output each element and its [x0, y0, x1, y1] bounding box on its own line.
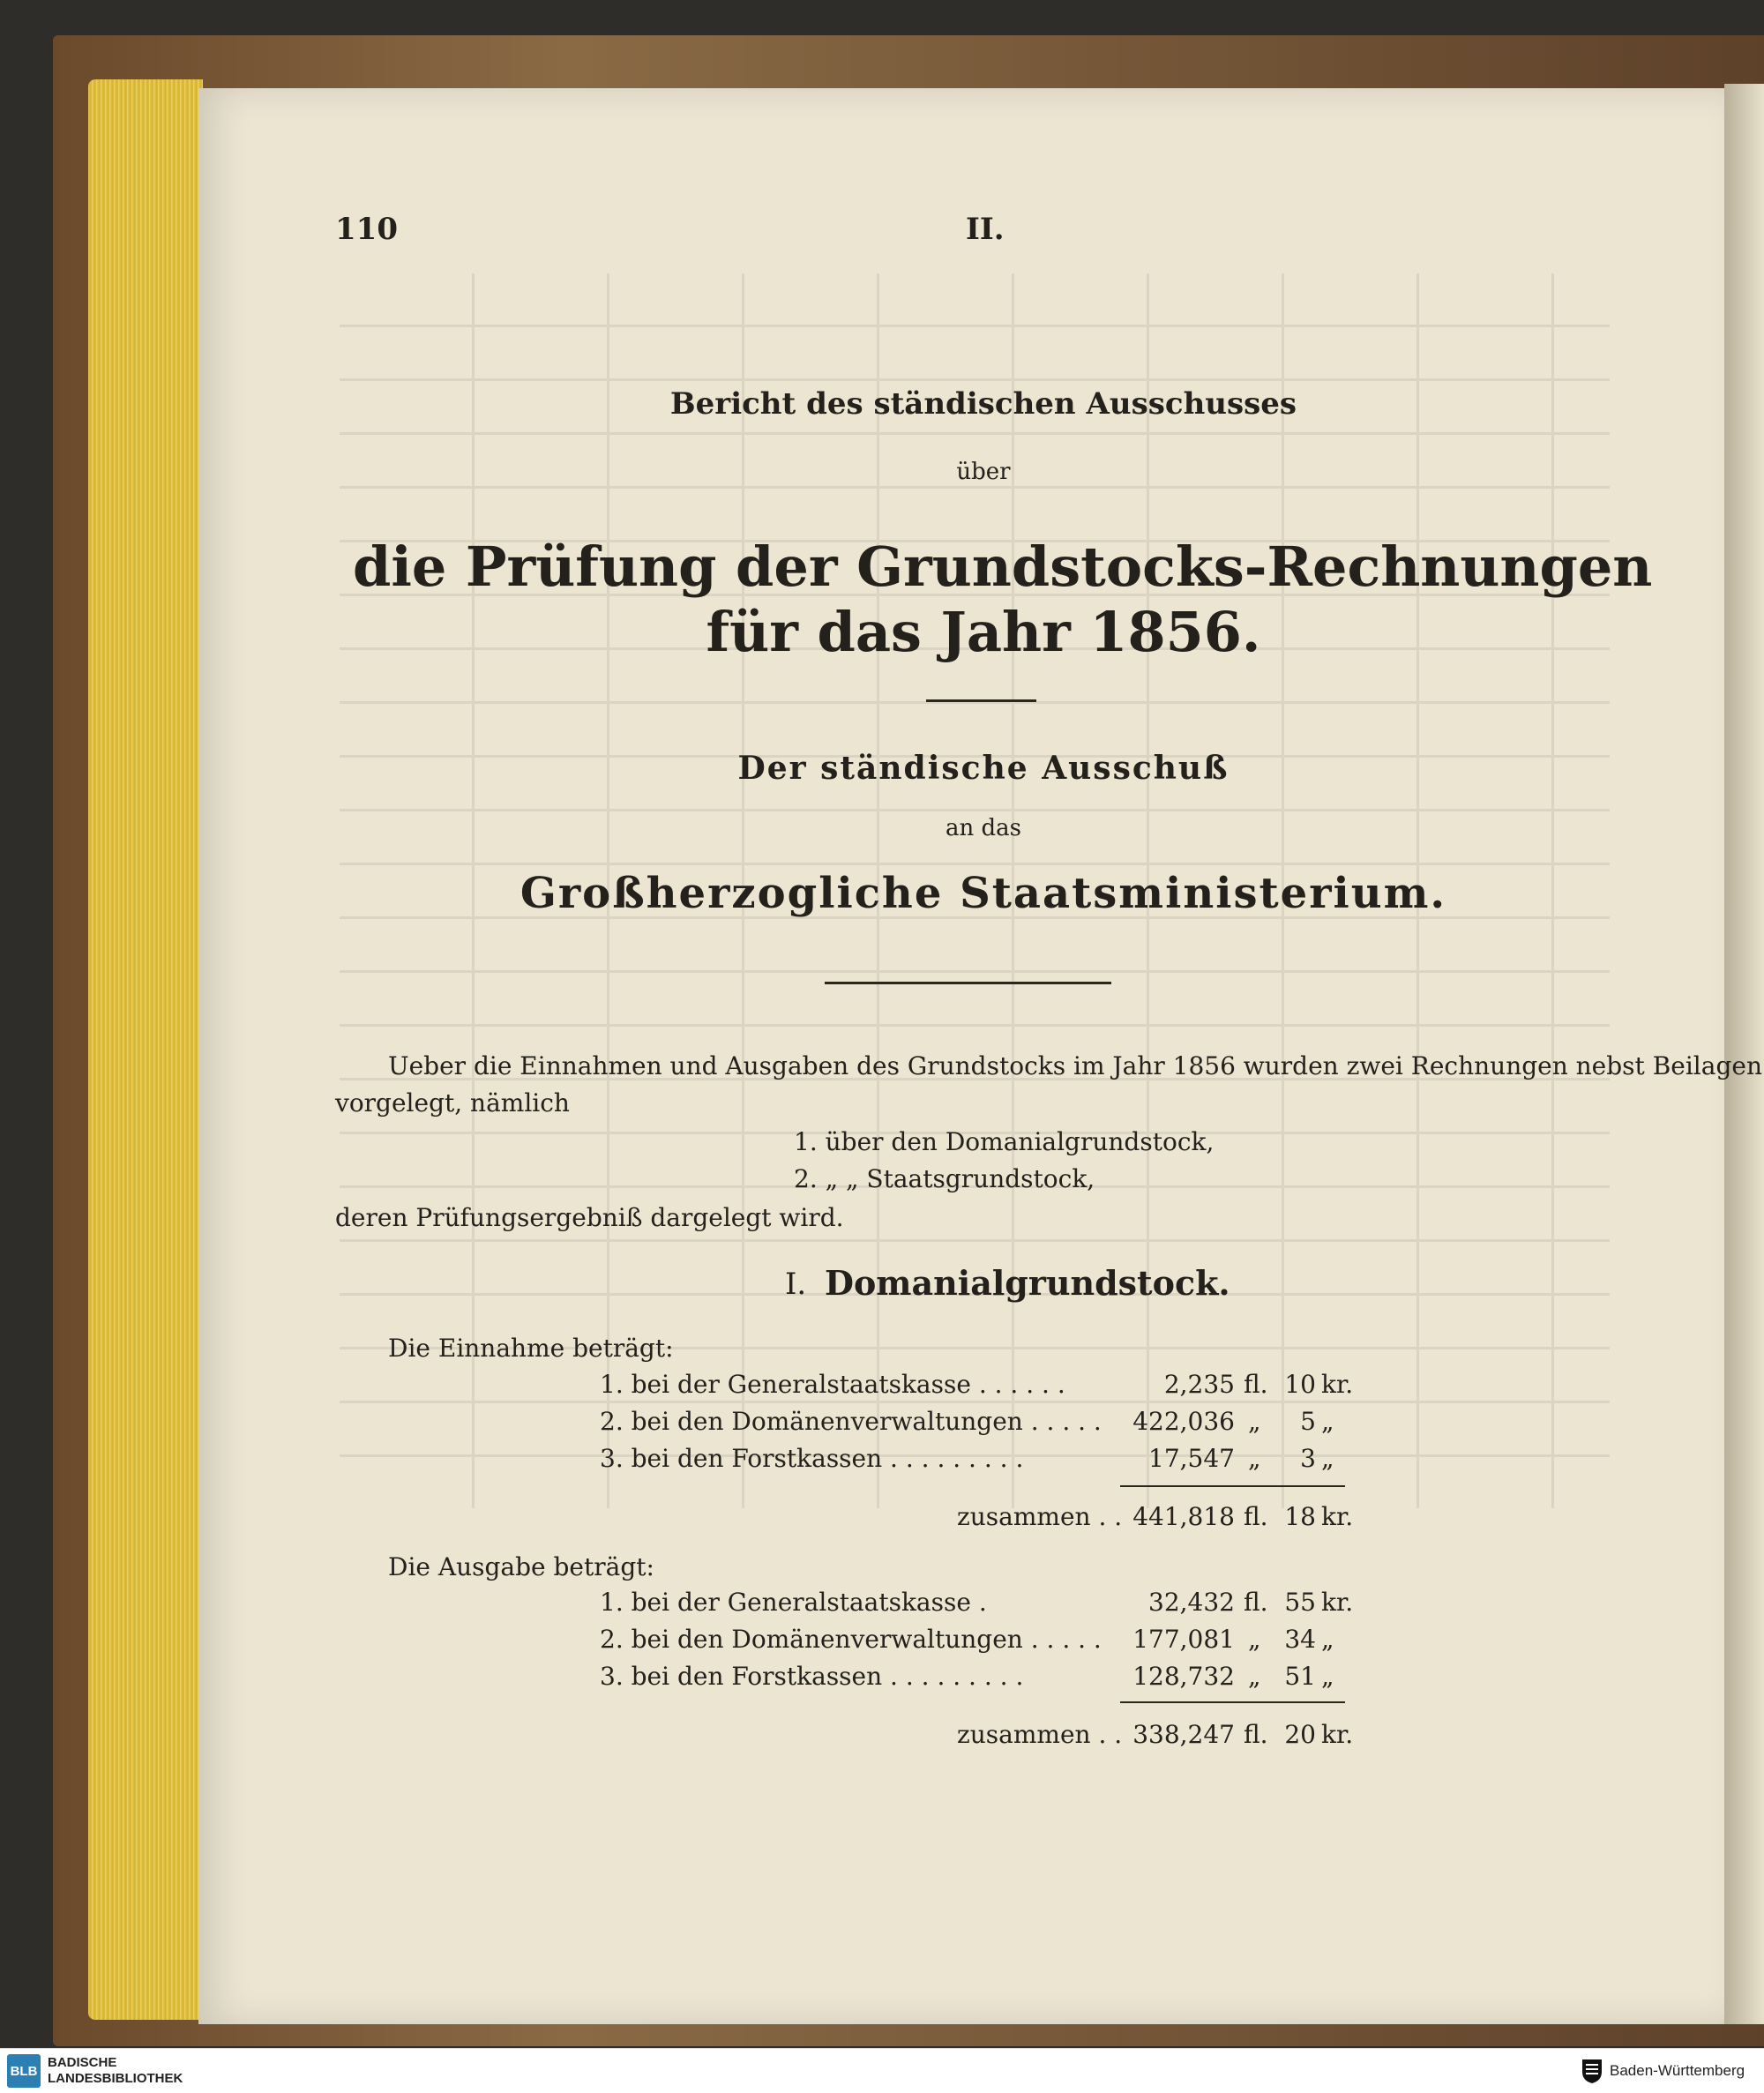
- einnahme-row-2-unit2: „: [1321, 1407, 1334, 1436]
- einnahme-row-3-unit2: „: [1321, 1444, 1334, 1473]
- einnahme-row-2-amount: 422,036: [1132, 1407, 1235, 1436]
- einnahme-sum-rule: [1120, 1485, 1345, 1487]
- einnahme-row-1-kr: 10: [1284, 1370, 1316, 1399]
- address-rule: [825, 982, 1111, 984]
- library-name: BADISCHE LANDESBIBLIOTHEK: [48, 2055, 183, 2086]
- state-name[interactable]: Baden-Württemberg: [1610, 2062, 1745, 2079]
- ausgabe-row-3-amount: 128,732: [1132, 1662, 1235, 1691]
- ausgabe-row-3-desc: 3. bei den Forstkassen . . . . . . . . .: [600, 1662, 1024, 1691]
- ausgabe-row-2-amount: 177,081: [1132, 1625, 1235, 1654]
- section-title: Domanialgrundstock.: [825, 1263, 1230, 1303]
- title-line-1: Bericht des ständischen Ausschusses: [669, 386, 1297, 422]
- page-number: 110: [335, 212, 398, 247]
- einnahme-row-1-unit2: kr.: [1321, 1370, 1354, 1399]
- ausgabe-label: Die Ausgabe beträgt:: [388, 1552, 654, 1581]
- ausgabe-row-2-unit1: „: [1248, 1625, 1261, 1654]
- ausgabe-total-amount: 338,247: [1132, 1720, 1235, 1749]
- viewer-footer: [0, 2048, 1764, 2093]
- address-to: Großherzogliche Staatsministerium.: [519, 869, 1447, 918]
- einnahme-row-3-desc: 3. bei den Forstkassen . . . . . . . . .: [600, 1444, 1024, 1473]
- ausgabe-total-label: zusammen . .: [957, 1720, 1123, 1749]
- einnahme-total-unit1: fl.: [1244, 1502, 1268, 1531]
- section-numeral: I.: [785, 1267, 807, 1302]
- ausgabe-total-kr: 20: [1284, 1720, 1316, 1749]
- ausgabe-row-1-desc: 1. bei der Generalstaatskasse .: [600, 1588, 987, 1617]
- intro-line-2: vorgelegt, nämlich: [335, 1088, 570, 1118]
- einnahme-total-label: zusammen . .: [957, 1502, 1123, 1531]
- einnahme-total-amount: 441,818: [1132, 1502, 1235, 1531]
- state-crest-icon: [1581, 2058, 1603, 2084]
- einnahme-row-3-unit1: „: [1248, 1444, 1261, 1473]
- einnahme-row-3-kr: 3: [1300, 1444, 1316, 1473]
- einnahme-total-unit2: kr.: [1321, 1502, 1354, 1531]
- ausgabe-total-unit2: kr.: [1321, 1720, 1354, 1749]
- einnahme-row-1-desc: 1. bei der Generalstaatskasse . . . . . .: [600, 1370, 1065, 1399]
- ausgabe-row-1-unit1: fl.: [1244, 1588, 1268, 1617]
- title-line-2: über: [956, 459, 1011, 485]
- title-line-3: die Prüfung der Grundstocks-Rechnungen: [353, 534, 1653, 599]
- intro-item-2: 2. „ „ Staatsgrundstock,: [794, 1164, 1095, 1193]
- ausgabe-row-3-kr: 51: [1284, 1662, 1316, 1691]
- ausgabe-row-1-kr: 55: [1284, 1588, 1316, 1617]
- blb-logo[interactable]: BLB: [7, 2054, 41, 2088]
- intro-item-1: 1. über den Domanialgrundstock,: [794, 1127, 1215, 1156]
- section-number: II.: [966, 212, 1005, 247]
- ausgabe-row-3-unit1: „: [1248, 1662, 1261, 1691]
- intro-line-1: Ueber die Einnahmen und Ausgaben des Grundstocks im Jahr 1856 wurden zwei Rechnungen nebst Beilagen: [388, 1051, 1762, 1080]
- einnahme-row-2-desc: 2. bei den Domänenverwaltungen . . . . .: [600, 1407, 1102, 1436]
- einnahme-total-kr: 18: [1284, 1502, 1316, 1531]
- einnahme-row-1-unit1: fl.: [1244, 1370, 1268, 1399]
- ausgabe-row-1-amount: 32,432: [1148, 1588, 1235, 1617]
- ausgabe-row-2-kr: 34: [1284, 1625, 1316, 1654]
- page-edges: [88, 79, 203, 2020]
- einnahme-row-1-amount: 2,235: [1163, 1370, 1235, 1399]
- title-rule: [926, 699, 1036, 702]
- address-prep: an das: [946, 815, 1021, 841]
- einnahme-row-2-kr: 5: [1300, 1407, 1316, 1436]
- title-line-4: für das Jahr 1856.: [706, 600, 1261, 664]
- ausgabe-row-2-desc: 2. bei den Domänenverwaltungen . . . . .: [600, 1625, 1102, 1654]
- intro-line-3: deren Prüfungsergebniß dargelegt wird.: [335, 1203, 844, 1232]
- einnahme-row-2-unit1: „: [1248, 1407, 1261, 1436]
- einnahme-row-3-amount: 17,547: [1148, 1444, 1235, 1473]
- ausgabe-total-unit1: fl.: [1244, 1720, 1268, 1749]
- einnahme-label: Die Einnahme beträgt:: [388, 1334, 674, 1363]
- ausgabe-row-2-unit2: „: [1321, 1625, 1334, 1654]
- ausgabe-row-1-unit2: kr.: [1321, 1588, 1354, 1617]
- ausgabe-row-3-unit2: „: [1321, 1662, 1334, 1691]
- address-from: Der ständische Ausschuß: [737, 750, 1230, 787]
- ausgabe-sum-rule: [1120, 1701, 1345, 1703]
